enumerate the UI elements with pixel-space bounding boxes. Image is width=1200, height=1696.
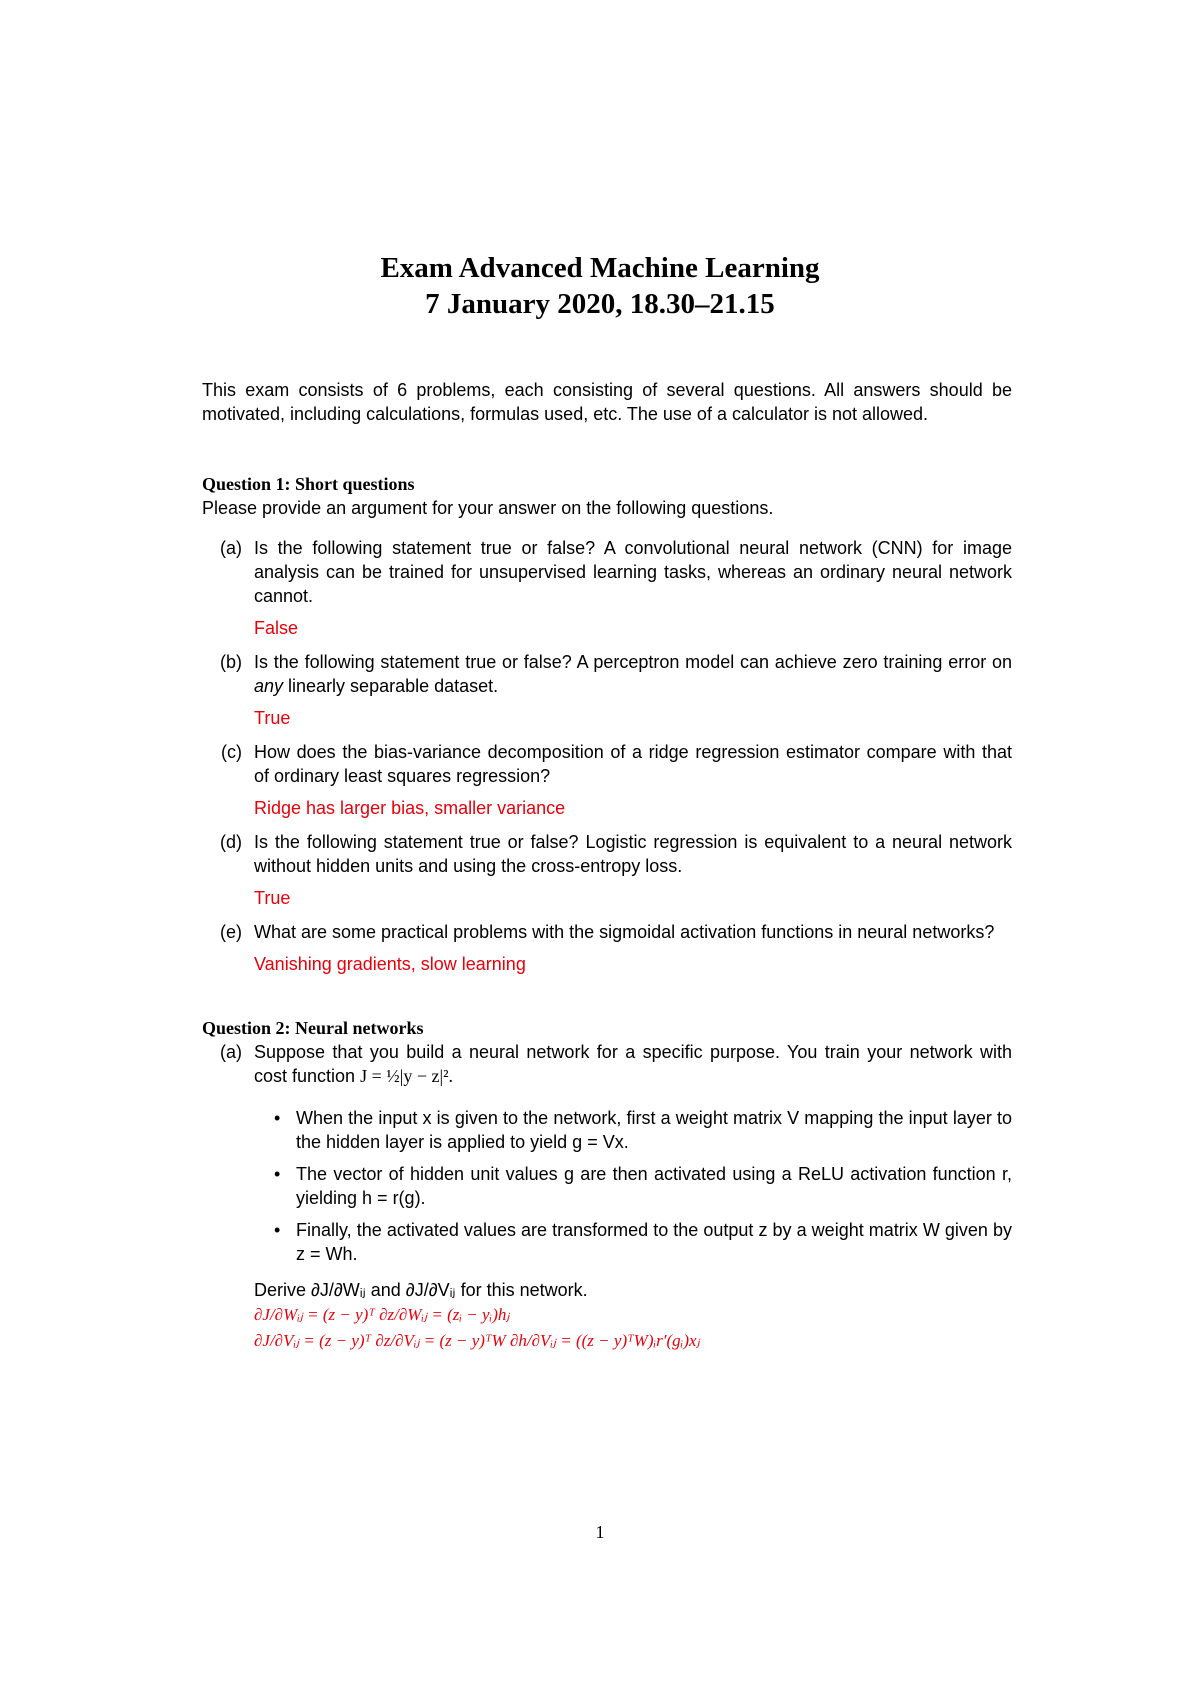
answer: False (254, 618, 299, 638)
item-text: Is the following statement true or false? A convolutional neural network (CNN) for image analysis can be trained for unsupervised learning tasks, whereas an ordinary neural network cannot. (254, 538, 1012, 606)
question-1-subtitle: Please provide an argument for your answer on the following questions. (202, 498, 774, 518)
item-text: Is the following statement true or false? Logistic regression is equivalent to a neural network without hidden units and using the cross-entropy loss. (254, 832, 1012, 876)
answer: Ridge has larger bias, smaller variance (254, 798, 566, 818)
answer-derivation-w: ∂J/∂Wᵢⱼ = (z − y)ᵀ ∂z/∂Wᵢⱼ = (zᵢ − yᵢ)hⱼ (254, 1305, 510, 1324)
question-1 (202, 472, 1012, 976)
item-text: What are some practical problems with the sigmoidal activation functions in neural networks? (254, 922, 995, 942)
network-description-list (254, 1106, 1012, 1266)
question-1-title: Question 1: Short questions (202, 474, 415, 494)
answer: True (254, 888, 291, 908)
derive-instruction: Derive ∂J/∂Wᵢⱼ and ∂J/∂Vᵢⱼ for this network. (254, 1280, 588, 1300)
item-text-emphasis: any (254, 676, 284, 696)
question-1-item-e (202, 920, 1012, 976)
item-text: How does the bias-variance decomposition of a ridge regression estimator compare with that of ordinary least squares regression? (254, 742, 1012, 786)
item-label: (b) (220, 652, 242, 672)
list-item: • The vector of hidden unit values g are then activated using a ReLU activation function r, yielding h = r(g). (296, 1162, 1012, 1210)
answer: True (254, 708, 291, 728)
question-1-item-b (202, 650, 1012, 730)
item-text-start: Is the following statement true or false? A perceptron model can achieve zero training error on (254, 652, 1012, 672)
question-1-item-c (202, 740, 1012, 820)
item-label: (a) (220, 1042, 242, 1062)
exam-title-line-2: 7 January 2020, 18.30–21.15 (425, 288, 775, 320)
question-1-item-a (202, 536, 1012, 640)
question-2-item-a (202, 1040, 1012, 1354)
question-1-item-d (202, 830, 1012, 910)
question-2-intro: Suppose that you build a neural network for a specific purpose. You train your network with cost function (254, 1042, 1012, 1086)
cost-function: J = ½|y − z|². (360, 1066, 453, 1086)
list-item: • Finally, the activated values are transformed to the output z by a weight matrix W given by z = Wh. (296, 1218, 1012, 1266)
item-text-end: linearly separable dataset. (283, 676, 499, 696)
answer-derivation-v: ∂J/∂Vᵢⱼ = (z − y)ᵀ ∂z/∂Vᵢⱼ = (z − y)ᵀW ∂h/∂Vᵢⱼ = ((z − y)ᵀW)ᵢr′(gᵢ)xⱼ (254, 1331, 700, 1350)
exam-title (0, 250, 1200, 322)
question-2 (202, 1016, 1012, 1354)
item-label: (a) (220, 538, 242, 558)
item-label: (e) (220, 922, 242, 942)
item-label: (d) (220, 832, 242, 852)
exam-title-line-1: Exam Advanced Machine Learning (380, 252, 820, 284)
exam-intro: This exam consists of 6 problems, each consisting of several questions. All answers should be motivated, including calculations, formulas used, etc. The use of a calculator is not allowed. (202, 380, 1012, 424)
item-label: (c) (221, 742, 242, 762)
list-item: • When the input x is given to the network, first a weight matrix V mapping the input layer to the hidden layer is applied to yield g = Vx. (296, 1106, 1012, 1154)
page-number: 1 (595, 1522, 605, 1542)
exam-content (202, 378, 1012, 1364)
answer: Vanishing gradients, slow learning (254, 954, 526, 974)
item-text (254, 650, 1012, 698)
question-2-title: Question 2: Neural networks (202, 1018, 424, 1038)
item-text (254, 1040, 1012, 1088)
